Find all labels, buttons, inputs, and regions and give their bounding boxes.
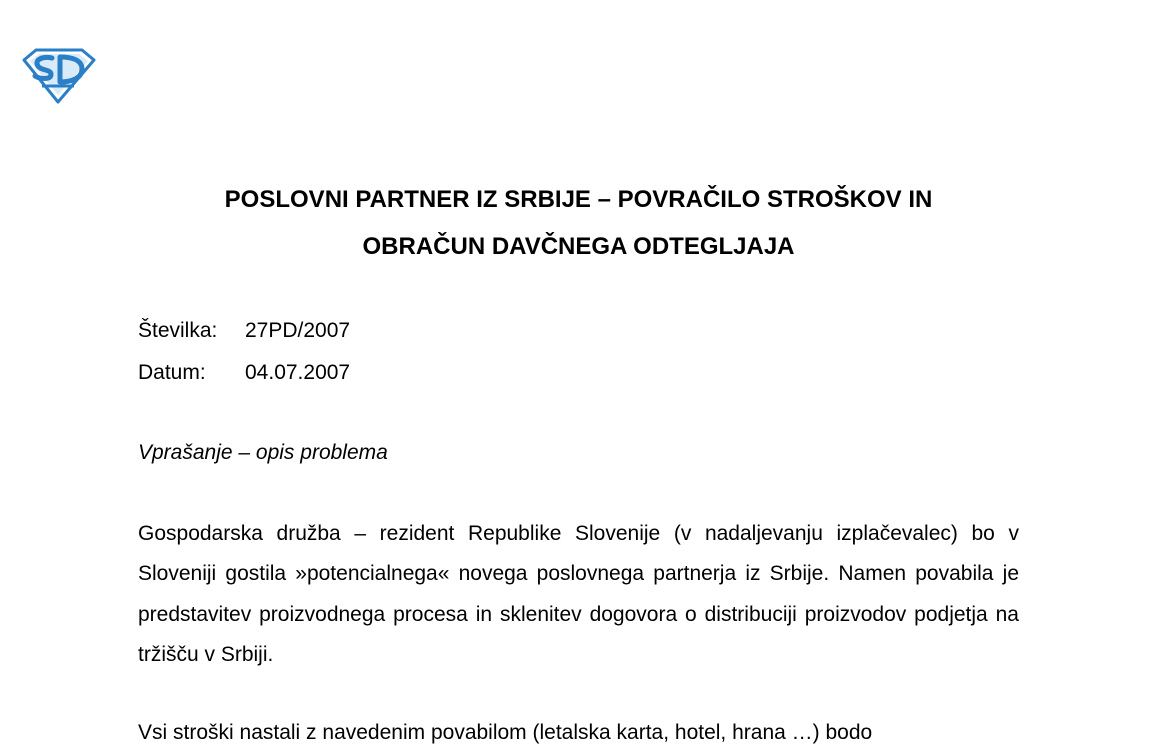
document-date-value: 04.07.2007 — [245, 361, 351, 384]
body-paragraph-1: Gospodarska družba – rezident Republike Slovenije (v nadaljevanju izplačevalec) bo v Sloveniji gostila »potencialnega« novega poslovnega partnerja iz Srbije. Namen povabila je predstavitev proizvodnega procesa in sklenitev dogovora o distribuciji proizvodov podjetja na tržišču v Srbiji. — [138, 522, 1019, 666]
document-date-label: Datum: — [138, 361, 206, 384]
document-number-label: Številka: — [138, 319, 218, 342]
section-subheading: Vprašanje – opis problema — [138, 441, 388, 464]
document-number-value: 27PD/2007 — [245, 319, 351, 342]
company-logo — [22, 48, 96, 104]
sd-logo-icon — [22, 48, 96, 104]
document-title-line-1: POSLOVNI PARTNER IZ SRBIJE – POVRAČILO STROŠKOV IN — [224, 186, 933, 213]
body-paragraph-2: Vsi stroški nastali z navedenim povabilom (letalska karta, hotel, hrana …) bodo — [138, 721, 873, 744]
document-title-line-2: OBRAČUN DAVČNEGA ODTEGLJAJA — [362, 233, 795, 260]
document-date-row — [138, 362, 350, 384]
document-number-row — [138, 320, 350, 342]
